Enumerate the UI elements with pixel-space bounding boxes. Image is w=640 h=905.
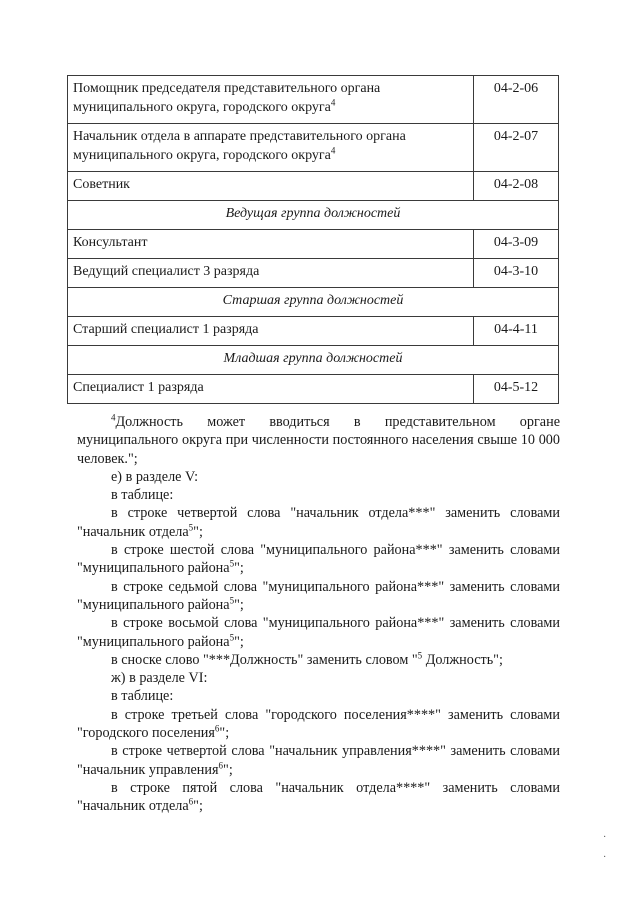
row4-text: в строке четвертой слова "начальник отдела***" заменить словами "начальник отдела [77,505,560,540]
section-vi-table-label: в таблице: [111,688,174,705]
vi-row5-tail: "; [193,798,203,815]
position-name: Консультант [73,235,148,250]
position-name: Ведущий специалист 3 разряда [73,264,260,279]
group-heading-row [68,201,559,230]
group-heading: Старшая группа должностей [68,288,559,317]
row4-sup: 5 [188,522,194,533]
positions-table-body [68,76,559,404]
row6-tail: "; [234,560,244,577]
vi-row4-text: в строке четвертой слова "начальник управления****" заменить словами "начальник управления [77,743,560,778]
section-v-table-label: в таблице: [111,487,174,504]
position-code: 04-3-09 [474,230,559,259]
position-code: 04-2-06 [474,76,559,124]
position-name-cell [68,76,474,124]
position-name: Специалист 1 разряда [73,380,204,395]
positions-table [67,75,559,404]
row7-sup: 5 [229,595,235,606]
position-code: 04-2-08 [474,172,559,201]
position-row [68,259,559,288]
vi-row3-text: в строке третьей слова "городского поселения****" заменить словами "городского поселения [77,706,560,742]
vi-row5-text: в строке пятой слова "начальник отдела****" заменить словами "начальник отдела [77,779,560,815]
section-v-row8 [77,614,560,651]
row8-tail: "; [234,633,244,650]
position-row [68,76,559,124]
vi-row4-tail: "; [223,761,233,778]
position-row [68,230,559,259]
fn-change-sup: 5 [417,650,423,661]
position-name: Помощник председателя представительного органа муниципального округа, городского округа [73,81,381,115]
position-name-cell [68,230,474,259]
position-row [68,172,559,201]
group-heading: Младшая группа должностей [68,346,559,375]
section-vi-heading: ж) в разделе VI: [111,670,208,687]
position-row [68,317,559,346]
row8-sup: 5 [229,631,235,642]
footnote-text: Должность может вводиться в представительном органе муниципального округа при численности постоянного населения свыше 10 000 человек."; [77,414,560,467]
position-code: 04-3-10 [474,259,559,288]
row4-tail: "; [193,523,203,540]
position-row [68,124,559,172]
row7-tail: "; [234,596,244,613]
fn-change-text: в сноске слово "***Должность" заменить словом " [111,651,418,668]
row6-text: в строке шестой слова "муниципального района***" заменить словами "муниципального района [77,542,560,577]
position-name-cell [68,172,474,201]
section-v-heading: е) в разделе V: [111,468,199,485]
section-vi-row5 [77,779,560,816]
section-v-row7 [77,578,560,615]
group-heading-row [68,288,559,317]
position-name-cell [68,124,474,172]
section-vi-row4 [77,742,560,779]
footnote-marker: 4 [111,412,116,423]
position-name-cell [68,259,474,288]
position-code: 04-4-11 [474,317,559,346]
position-code: 04-2-07 [474,124,559,172]
position-name: Старший специалист 1 разряда [73,322,259,337]
margin-marks [603,828,613,868]
section-v-row4 [77,504,560,541]
vi-row3-tail: "; [219,725,230,742]
section-v-footnote-change [77,651,560,669]
vi-row5-sup: 6 [188,796,194,807]
footnote-4 [77,413,560,468]
position-name: Советник [73,177,130,192]
row6-sup: 5 [229,558,235,569]
position-row [68,375,559,404]
group-heading: Ведущая группа должностей [68,201,559,230]
position-name: Начальник отдела в аппарате представительного органа муниципального округа, городского округа [73,129,406,163]
group-heading-row [68,346,559,375]
position-footnote-marker: 4 [330,145,336,156]
vi-row4-sup: 6 [218,759,224,770]
position-footnote-marker: 4 [330,97,336,108]
section-vi-row3 [77,706,560,743]
row8-text: в строке восьмой слова "муниципального района***" заменить словами "муниципального района [77,615,560,650]
section-v-row6 [77,541,560,578]
position-name-cell [68,317,474,346]
margin-mark: · [603,832,607,843]
position-name-cell [68,375,474,404]
fn-change-tail: Должность"; [422,651,503,668]
margin-mark: · [603,852,607,863]
vi-row3-sup: 6 [214,723,220,734]
position-code: 04-5-12 [474,375,559,404]
row7-text: в строке седьмой слова "муниципального района***" заменить словами "муниципального района [77,578,560,613]
amendment-text [77,413,560,816]
